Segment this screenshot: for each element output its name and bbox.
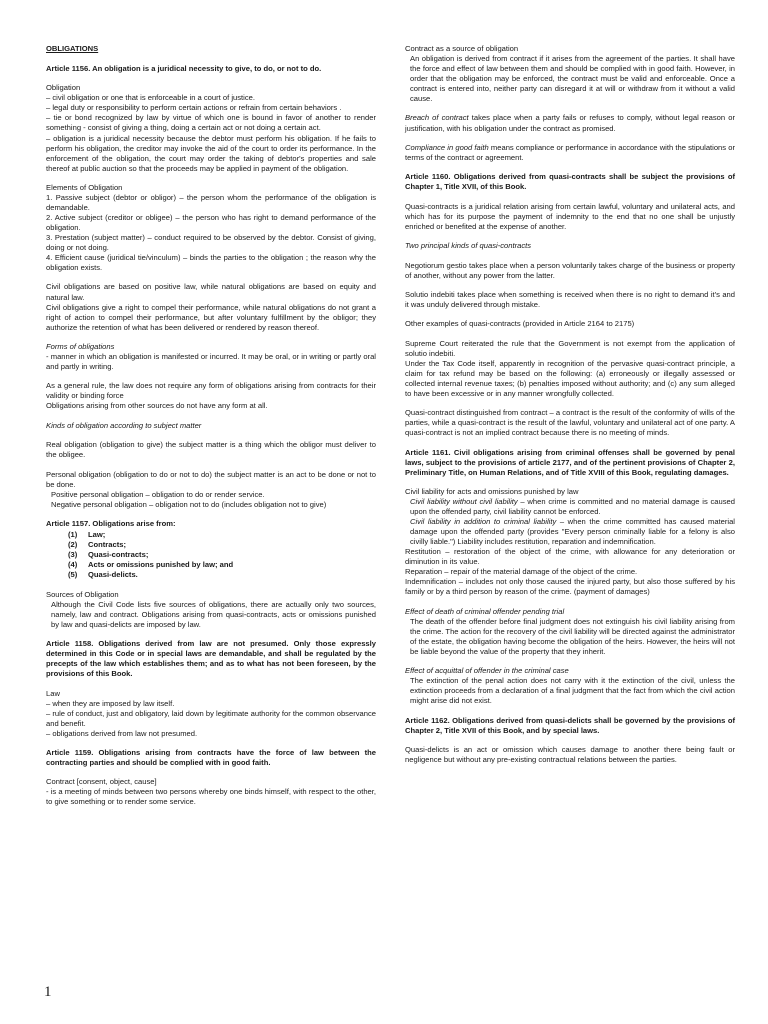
forms-text: - manner in which an obligation is manifested or incurred. It may be oral, or in writing or partly oral and partly in writing. [46, 351, 376, 371]
paragraph: Negative personal obligation – obligation not to do (includes obligation not to give) [51, 499, 327, 509]
paragraph: Restitution – restoration of the object of the crime, with allowance for any deterioration or diminution in its value. [405, 547, 735, 567]
death-text: The death of the offender before final judgment does not extinguish his civil liability arising from the crime. The action for the recovery of the civil liability will be directed against the administrator of the estate, the obligation having become the obligation of the heirs. However, the heirs will not be liable beyond the value of the property that they inherit. [410, 616, 735, 656]
contract-source-text: An obligation is derived from contract if it arises from the agreement of the parties. It shall have the force and effect of law between them and should be complied with in good faith. However, in order that the obligation may be enforced, the contract must be valid and enforceable. Once a contract is entered into, neither party can disregard it at will or withdraw from it without a valid cause. [410, 54, 735, 104]
paragraph: Civil obligations give a right to compel their performance, while natural obligations do not grant a right of action to compel their performance, but after voluntary fulfillment by the obligor; they authorize the retention of what has been delivered or rendered by reason thereof. [46, 302, 376, 332]
obligation-line: – civil obligation or one that is enforceable in a court of justice. [46, 93, 255, 103]
breach-paragraph: Breach of contract takes place when a party fails or refuses to comply, without legal reason or justification, with his obligation under the contract as promised. [405, 113, 735, 133]
contract-label: Contract [consent, object, cause] [46, 777, 157, 787]
real-obligation: Real obligation (obligation to give) the subject matter is a thing which the obligor must deliver to the obligee. [46, 440, 376, 460]
list-item: (1) Law; [68, 530, 106, 540]
solutio-indebiti: Solutio indebiti takes place when something is received when there is no right to demand it's and it was unduly delivered through mistake. [405, 290, 735, 310]
sources-label: Sources of Obligation [46, 589, 119, 599]
quasi-delicts-definition: Quasi-delicts is an act or omission which causes damage to another there being fault or negligence but without any pre-existing contractual relations between the parties. [405, 745, 735, 765]
acquittal-text: The extinction of the penal action does not carry with it the extinction of the civil, unless the extinction proceeds from a declaration of a final judgment that the fact from which the civil action might arise did not exist. [410, 676, 735, 706]
document-heading: OBLIGATIONS [46, 44, 99, 53]
article-1156: Article 1156. An obligation is a juridical necessity to give, to do, or not to do. [46, 64, 322, 74]
death-label: Effect of death of criminal offender pending trial [405, 606, 565, 616]
breach-term: Breach of contract [405, 113, 469, 123]
forms-label: Forms of obligations [46, 341, 115, 351]
list-item: (2) Contracts; [68, 540, 126, 550]
personal-section [46, 470, 376, 510]
other-examples: Other examples of quasi-contracts (provided in Article 2164 to 2175) [405, 319, 635, 329]
page-number: 1 [44, 984, 52, 1000]
acquittal-section [405, 666, 735, 706]
paragraph: Civil liability without civil liability – when crime is committed and no material damage is caused upon the offended party, civil liability cannot be enforced. [410, 497, 735, 517]
compliance-term: Compliance in good faith [405, 142, 489, 152]
law-label: Law [46, 688, 60, 698]
sources-list [46, 530, 376, 580]
contract-source-section [405, 44, 735, 104]
article-1159: Article 1159. Obligations arising from contracts have the force of law between the contracting parties and should be complied with in good faith. [46, 747, 376, 767]
paragraph: As a general rule, the law does not require any form of obligations arising from contracts for their validity or binding force [46, 381, 376, 401]
article-1157 [46, 519, 376, 580]
list-item: (3) Quasi-contracts; [68, 550, 149, 560]
paragraph: Personal obligation (obligation to do or not to do) the subject matter is an act to be done or not to be done. [46, 469, 376, 489]
forms-section [46, 342, 376, 372]
supreme-court-section [405, 339, 735, 399]
law-section [46, 689, 376, 739]
elements-label: Elements of Obligation [46, 182, 123, 192]
law-line: – rule of conduct, just and obligatory, laid down by legitimate authority for the common observance and benefit. [46, 708, 376, 728]
element-item: 1. Passive subject (debtor or obligor) – the person whom the performance of the obligation is demandable. [46, 192, 376, 212]
acquittal-label: Effect of acquittal of offender in the criminal case [405, 666, 569, 676]
paragraph: Supreme Court reiterated the rule that the Government is not exempt from the application of solutio indebiti. [405, 338, 735, 358]
civil-liability-section [405, 487, 735, 597]
left-column [46, 44, 376, 817]
element-item: 3. Prestation (subject matter) – conduct required to be observed by the debtor. Consist of giving, doing or not doing. [46, 233, 376, 253]
kinds-label: Kinds of obligation according to subject matter [46, 420, 202, 430]
law-line: – obligations derived from law not presumed. [46, 728, 198, 738]
elements-section [46, 183, 376, 273]
obligation-line: – tie or bond recognized by law by virtue of which one is bound in favor of another to render something - consist of giving a thing, doing a certain act or not doing a certain act. [46, 113, 376, 133]
article-1160: Article 1160. Obligations derived from quasi-contracts shall be subject the provisions of Chapter 1, Title XVII, of this Book. [405, 172, 735, 192]
law-line: – when they are imposed by law itself. [46, 698, 175, 708]
quasi-contract-definition: Quasi-contracts is a juridical relation arising from certain lawful, voluntary and unilateral acts, and which has for its purpose the payment of indemnity to the end that no one shall be unjustly enriched or benefited at the expense of another. [405, 201, 735, 231]
contract-source-label: Contract as a source of obligation [405, 44, 519, 53]
list-item: (4) Acts or omissions punished by law; and [68, 560, 234, 570]
element-item: 4. Efficient cause (juridical tie/vinculum) – binds the parties to the obligation ; the reason why the obligation exists. [46, 253, 376, 273]
compliance-paragraph: Compliance in good faith means compliance or performance in accordance with the stipulations or terms of the contract or agreement. [405, 142, 735, 162]
article-1157-title: Article 1157. Obligations arise from: [46, 519, 176, 529]
list-item: (5) Quasi-delicts. [68, 570, 138, 580]
right-column [405, 44, 735, 775]
civil-natural-section [46, 282, 376, 332]
obligation-label: Obligation [46, 83, 81, 93]
death-section [405, 607, 735, 657]
sources-section [46, 590, 376, 630]
article-1162: Article 1162. Obligations derived from quasi-delicts shall be governed by the provisions of Chapter 2, Title XVII of this Book, and by special laws. [405, 715, 735, 735]
sources-text: Although the Civil Code lists five sources of obligations, there are actually only two sources, namely, law and contract. Obligations arising from quasi-contracts, acts or omissions punished by law and quasi-delicts are imposed by law. [51, 599, 376, 629]
paragraph: Positive personal obligation – obligation to do or render service. [51, 489, 265, 499]
civil-liability-label: Civil liability for acts and omissions punished by law [405, 487, 579, 497]
quasi-contract-distinguished: Quasi-contract distinguished from contract – a contract is the result of the conformity of wills of the parties, while a quasi-contract is the result of the lawful, voluntary and unilateral act of one party. A quasi-contract is not an implied contract because there is no meeting of minds. [405, 408, 735, 438]
negotiorum-gestio: Negotiorum gestio takes place when a person voluntarily takes charge of the business or property of another, without any power from the latter. [405, 260, 735, 280]
general-rule-section [46, 381, 376, 411]
paragraph: Civil liability in addition to criminal liability – when the crime committed has caused material damage upon the offended party (provides "Every person criminally liable for a felony is also civilly liable.") Liability includes restitution, reparation and indemnification. [410, 517, 735, 547]
contract-section [46, 777, 376, 807]
paragraph: Obligations arising from other sources do not have any form at all. [46, 401, 268, 411]
paragraph: Civil obligations are based on positive law, while natural obligations are based on equity and natural law. [46, 282, 376, 302]
two-kinds-label: Two principal kinds of quasi-contracts [405, 241, 532, 251]
article-1161: Article 1161. Civil obligations arising from criminal offenses shall be governed by penal laws, subject to the provisions of article 2177, and of the pertinent provisions of Chapter 2, Preliminary Title, on Human Relations, and of Title XVIII of this Book, regulating damages. [405, 447, 735, 477]
paragraph: Under the Tax Code itself, apparently in recognition of the pervasive quasi-contract principle, a claim for tax refund may be based on the following: (a) erroneously or illegally assessed or collected internal revenue taxes; (b) penalties imposed without authority; and (c) any sum alleged to have been excessive or in any manner wrongfully collected. [405, 358, 735, 398]
contract-text: - is a meeting of minds between two persons whereby one binds himself, with respect to the other, to give something or to render some service. [46, 787, 376, 807]
obligation-line: – obligation is a juridical necessity because the debtor must perform his obligation. If he fails to perform his obligation, the creditor may invoke the aid of the court to order its performance. In the enforcement of the obligation, the court may order the taking of debtor's properties and sale thereof at public auction so that the proceeds may be applied in payment of the obligation. [46, 133, 376, 173]
obligation-section [46, 83, 376, 173]
element-item: 2. Active subject (creditor or obligee) – the person who has right to demand performance of the obligation. [46, 213, 376, 233]
paragraph: Reparation – repair of the material damage of the object of the crime. [405, 567, 638, 577]
obligation-line: – legal duty or responsibility to perform certain actions or refrain from certain behaviors . [46, 103, 342, 113]
article-1158: Article 1158. Obligations derived from law are not presumed. Only those expressly determined in this Code or in special laws are demandable, and shall be regulated by the precepts of the law which establishes them; and as to what has not been foreseen, by the provisions of this Book. [46, 639, 376, 679]
paragraph: Indemnification – includes not only those caused the injured party, but also those suffered by his family or by a third person by reason of the crime. (payment of damages) [405, 577, 735, 597]
